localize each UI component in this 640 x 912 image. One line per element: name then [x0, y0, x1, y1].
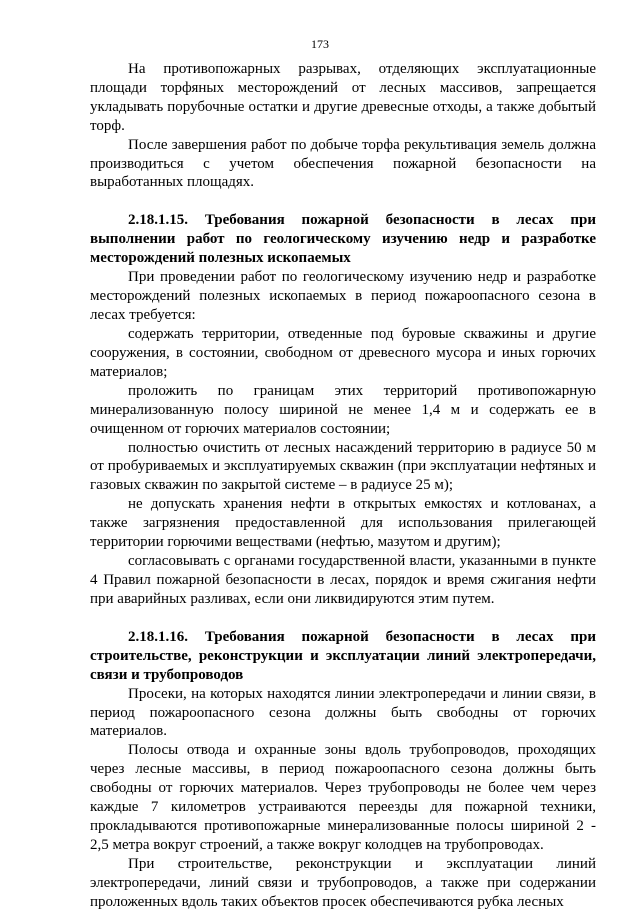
page-number: 173	[311, 37, 329, 51]
paragraph: проложить по границам этих территорий противопожарную минерализованную полосу шириной не менее 1,4 м и содержать ее в очищенном от горючих материалов состоянии;	[90, 382, 596, 437]
section-spacer	[90, 192, 596, 211]
paragraph: При проведении работ по геологическому изучению недр и разработке месторождений полезных ископаемых в период пожароопасного сезона в лесах требуется:	[90, 269, 596, 324]
section-spacer	[90, 609, 596, 628]
section-heading: 2.18.1.15. Требования пожарной безопасности в лесах при выполнении работ по геологическому изучению недр и разработке месторождений полезных ископаемых	[90, 212, 596, 267]
paragraph: содержать территории, отведенные под буровые скважины и другие сооружения, в состоянии, свободном от древесного мусора и иных горючих материалов;	[90, 326, 596, 380]
paragraph: Просеки, на которых находятся линии электропередачи и линии связи, в период пожароопасного сезона должны быть свободны от горючих материалов.	[90, 685, 596, 740]
section-heading: 2.18.1.16. Требования пожарной безопасности в лесах при строительстве, реконструкции и эксплуатации линий электропередачи, связи и трубопроводов	[90, 628, 596, 683]
paragraph: При строительстве, реконструкции и эксплуатации линий электропередачи, линий связи и трубопроводов, а также при содержании проложенных вдоль таких объектов просек обеспечиваются рубка лесных	[90, 855, 596, 910]
paragraph: полностью очистить от лесных насаждений территорию в радиусе 50 м от пробуриваемых и эксплуатируемых скважин (при эксплуатации нефтяных и газовых скважин по закрытой системе – в радиусе 25 м);	[90, 439, 596, 494]
paragraph: Полосы отвода и охранные зоны вдоль трубопроводов, проходящих через лесные массивы, в период пожароопасного сезона должны быть свободны от горючих материалов. Через трубопроводы не более чем через каждые 7 километров устраиваются переезды для пожарной техники, прокладываются противопожарные минерализованные полосы шириной 2 - 2,5 метра вокруг строений, а также вокруг колодцев на трубопроводах.	[90, 742, 596, 853]
page-body	[90, 60, 596, 912]
paragraph: На противопожарных разрывах, отделяющих эксплуатационные площади торфяных месторождений от лесных массивов, запрещается укладывать порубочные остатки и другие древесные отходы, а также добытый торф.	[90, 61, 596, 134]
paragraph: После завершения работ по добыче торфа рекультивация земель должна производиться с учетом обеспечения пожарной безопасности на выработанных площадях.	[90, 136, 596, 191]
paragraph: согласовывать с органами государственной власти, указанными в пункте 4 Правил пожарной безопасности в лесах, порядок и время сжигания нефти при аварийных разливах, если они ликвидируются этим путем.	[90, 552, 596, 607]
paragraph: не допускать хранения нефти в открытых емкостях и котлованах, а также загрязнения предоставленной для использования прилегающей территории горючими веществами (нефтью, мазутом и другим);	[90, 496, 596, 551]
